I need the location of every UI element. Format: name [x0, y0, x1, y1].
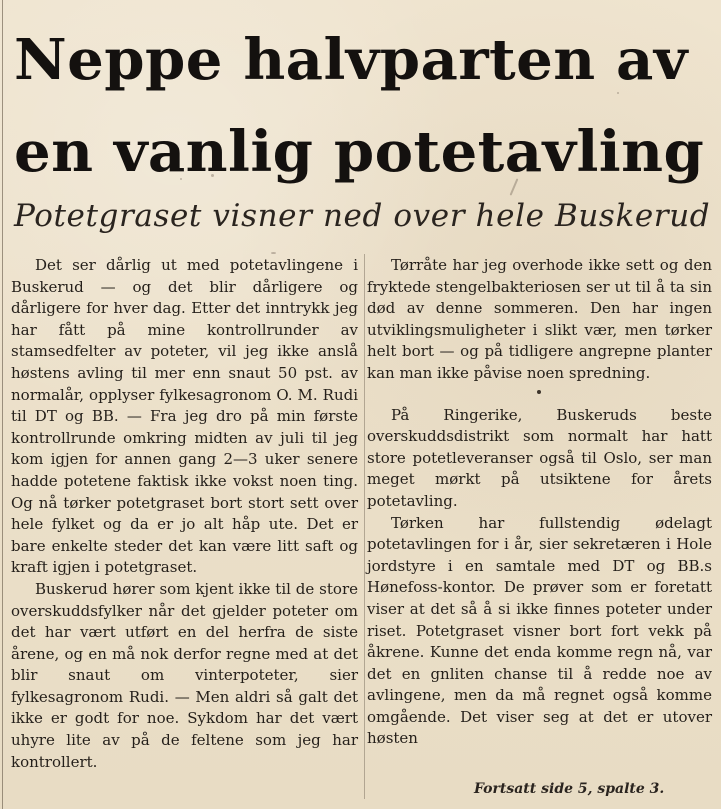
article-paragraph: På Ringerike, Buskeruds beste overskuddsdistrikt som normalt har hatt store potetleveranser også til Oslo, ser man meget mørkt på utsiktene for årets potetavling.	[367, 405, 712, 510]
right-column	[367, 255, 712, 750]
paper-mark	[271, 252, 276, 254]
subheadline: Potetgraset visner ned over hele Buskerud	[14, 198, 711, 234]
article-paragraph: Det ser dårlig ut med potetavlingene i Buskerud — og det blir dårligere og dårligere for hver dag. Etter det inntrykk jeg har fått på mine kontrollrunder av stamsedfelter av poteter, vil jeg ikke anslå høstens avling til mer enn snaut 50 pst. av normalår, opplyser fylkesagronom O. M. Rudi til DT og BB. — Fra jeg dro på min første kontrollrunde omkring midten av juli til jeg kom igjen for annen gang 2—3 uker senere hadde potetene faktisk ikke vokst noen ting. Og nå tørker potetgraset bort stort sett over hele fylket og da er jo alt håp ute. Det er bare enkelte steder det kan være litt saft og kraft igjen i potetgraset.	[11, 256, 358, 577]
article-paragraph: Tørråte har jeg overhode ikke sett og den fryktede stengelbakteriosen ser ut til å ta sin død av denne sommeren. Den har ingen utviklingsmuligheter i slikt vær, men tørker helt bort — og på tidligere angrepne planter kan man ikke påvise noen spredning.	[367, 256, 712, 382]
article-paragraph: Buskerud hører som kjent ikke til de store overskuddsfylker når det gjelder poteter om det har vært utført en del herfra de siste årene, og en må nok derfor regne med at det blir snaut om vinterpoteter, sier fylkesagronom Rudi. — Men aldri så galt det ikke er godt for noe. Sykdom har det vært uhyre lite av på de feltene som jeg har kontrollert.	[11, 579, 358, 771]
paper-mark	[211, 174, 214, 177]
separator-dot	[537, 390, 541, 394]
column-divider	[364, 254, 365, 799]
headline: Neppe halvparten av en vanlig potetavling	[14, 27, 705, 185]
paper-mark	[180, 178, 182, 180]
continuation-note: Fortsatt side 5, spalte 3.	[474, 781, 665, 797]
left-edge-rule	[2, 0, 3, 809]
section-separator	[367, 385, 712, 405]
left-column	[11, 255, 358, 773]
paper-mark	[617, 92, 619, 94]
article-paragraph: Tørken har fullstendig ødelagt potetavlingen for i år, sier sekretæren i Hole jordstyre i en samtale med DT og BB.s Hønefoss-kontor. De prøver som er foretatt viser at det så å si ikke finnes poteter under riset. Potetgraset visner bort fort vekk på åkrene. Kunne det enda komme regn nå, var det en gnliten chanse til å redde noe av avlingene, men da må regnet også komme omgående. Det viser seg at det er utover høsten	[367, 513, 712, 748]
